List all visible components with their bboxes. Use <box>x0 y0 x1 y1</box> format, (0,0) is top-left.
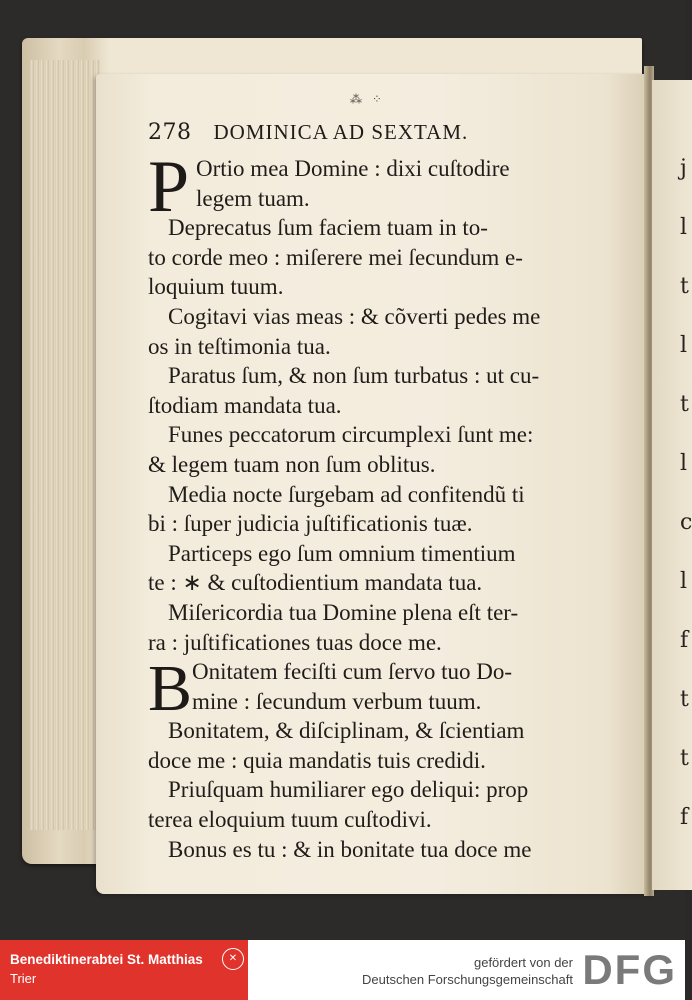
running-head: DOMINICA AD SEXTAM. <box>213 120 469 144</box>
verse <box>148 775 618 834</box>
verse-line: Deprecatus ſum faciem tuam in to- <box>168 215 488 241</box>
facing-page-letter: l <box>680 215 688 240</box>
facing-page-edge <box>652 80 692 890</box>
facing-page-letter: t <box>680 687 689 712</box>
verse-line: ra : juſtificationes tuas doce me. <box>148 629 442 655</box>
verse <box>148 716 618 775</box>
facing-page-letter: t <box>680 746 689 771</box>
verse-line: Ortio mea Domine : dixi cuſtodire <box>196 156 510 181</box>
dfg-logo[interactable]: DFG <box>582 946 677 993</box>
verse <box>148 652 618 726</box>
facing-page-letter: l <box>680 569 688 594</box>
verse <box>148 420 618 479</box>
drop-cap: B <box>148 652 193 726</box>
verse-line: Miſericordia tua Domine plena eſt ter- <box>168 599 519 625</box>
footer-bar <box>0 940 685 1000</box>
verse-line: Bonus es tu : & in bonitate tua doce me <box>168 836 532 862</box>
verse-line: legem tuam. <box>196 185 310 211</box>
facing-page-letter: l <box>680 451 688 476</box>
facing-page-letter: l <box>680 333 688 358</box>
funding-line-2: Deutschen Forschungsgemeinschaft <box>361 972 573 987</box>
verse-line: terea eloquium tuum cuſtodivi. <box>148 807 432 833</box>
verse <box>148 480 618 539</box>
institution-name: Benediktinerabtei St. Matthias <box>10 952 203 967</box>
funding-notice <box>362 954 573 988</box>
verse-line: Funes peccatorum circumplexi ſunt me: <box>168 422 534 448</box>
verse-line: Media nocte ſurgebam ad confitendũ ti <box>168 481 525 507</box>
institution-city: Trier <box>10 971 37 986</box>
verse-line: Bonitatem, & diſciplinam, & ſcientiam <box>168 718 525 744</box>
verse-line: os in teſtimonia tua. <box>148 333 331 359</box>
psalm-verses <box>148 146 618 864</box>
facing-page-letter: c <box>680 510 692 535</box>
verse-line: te : ∗ & cuſtodientium mandata tua. <box>148 570 483 596</box>
funding-line-1: gefördert von der <box>473 955 573 970</box>
page-text-block <box>148 120 618 864</box>
verse <box>148 539 618 598</box>
facing-page-letter: j <box>680 156 687 181</box>
top-ornament: ⁂ ⁘ <box>350 92 385 106</box>
drop-cap: P <box>148 146 190 228</box>
verse-line: Priuſquam humiliarer ego deliqui: prop <box>168 777 529 803</box>
verse <box>148 835 618 865</box>
verse <box>148 598 618 657</box>
abbey-logo-icon: ✕ <box>222 948 244 970</box>
verse-line: to corde meo : miſerere mei ſecundum e- <box>148 244 523 270</box>
facing-page-letter: f <box>680 805 689 830</box>
verse <box>148 361 618 420</box>
verse-line: Paratus ſum, & non ſum turbatus : ut cu- <box>168 363 540 389</box>
verse <box>148 302 618 361</box>
verse-line: bi : ſuper judicia juſtificationis tuæ. <box>148 511 473 537</box>
facing-page-letter: t <box>680 392 689 417</box>
verse-line: & legem tuam non ſum oblitus. <box>148 451 436 477</box>
verse-line: loquium tuum. <box>148 274 284 300</box>
page-header <box>148 120 618 154</box>
verse-line: Particeps ego ſum omnium timentium <box>168 540 516 566</box>
facing-page-letter: f <box>680 628 689 653</box>
page-number: 278 <box>148 120 192 145</box>
verse <box>148 213 618 302</box>
verse-line: mine : ſecundum verbum tuum. <box>192 688 482 714</box>
institution-banner[interactable] <box>0 940 248 1000</box>
verse-line: Onitatem feciſti cum ſervo tuo Do- <box>192 659 512 685</box>
verse-line: Cogitavi vias meas : & cõverti pedes me <box>168 303 541 329</box>
page-stack <box>30 60 100 830</box>
verse-line: ſtodiam mandata tua. <box>148 392 342 418</box>
facing-page-letter: t <box>680 274 689 299</box>
verse-line: doce me : quia mandatis tuis credidi. <box>148 747 486 773</box>
